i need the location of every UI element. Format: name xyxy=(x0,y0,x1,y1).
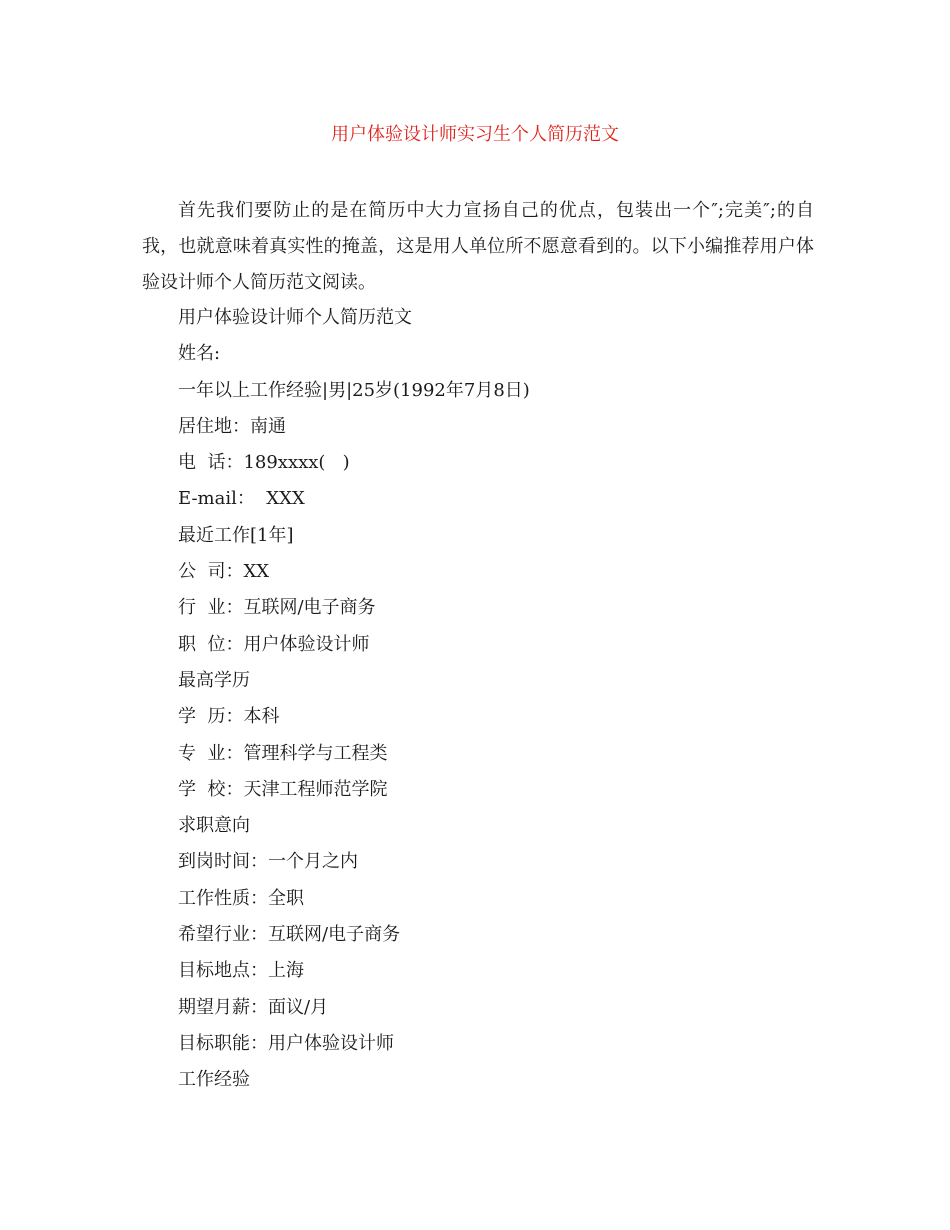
resume-line: 学 校：天津工程师范学院 xyxy=(178,778,388,800)
resume-line: 姓名: xyxy=(178,343,221,365)
resume-line: 职 位：用户体验设计师 xyxy=(178,633,370,655)
resume-line: 最近工作[1年] xyxy=(178,524,294,546)
resume-line: 希望行业：互联网/电子商务 xyxy=(178,924,401,946)
resume-line: 电 话：189xxxx( ) xyxy=(178,452,350,474)
resume-line: 工作性质：全职 xyxy=(178,887,304,909)
resume-line: 用户体验设计师个人简历范文 xyxy=(178,307,412,328)
resume-line: 求职意向 xyxy=(178,815,250,837)
resume-line: 最高学历 xyxy=(178,669,250,691)
resume-line: 专 业：管理科学与工程类 xyxy=(178,742,388,764)
resume-line: 目标地点：上海 xyxy=(178,960,304,982)
resume-line: 目标职能：用户体验设计师 xyxy=(178,1032,394,1054)
resume-line: E-mail： XXX xyxy=(178,488,305,510)
intro-paragraph: 首先我们要防止的是在简历中大力宣扬自己的优点，包装出一个″;完美″;的自我，也就意味着真实性的掩盖，这是用人单位所不愿意看到的。以下小编推荐用户体验设计师个人简历范文阅读。 xyxy=(142,200,814,293)
resume-line: 公 司：XX xyxy=(178,561,270,583)
resume-line: 到岗时间：一个月之内 xyxy=(178,851,358,873)
resume-line: 期望月薪：面议/月 xyxy=(178,996,329,1018)
resume-line: 一年以上工作经验|男|25岁(1992年7月8日) xyxy=(178,379,530,401)
resume-line: 行 业：互联网/电子商务 xyxy=(178,597,376,619)
resume-line: 居住地：南通 xyxy=(178,415,286,437)
document-title: 用户体验设计师实习生个人简历范文 xyxy=(331,124,619,145)
resume-line: 学 历：本科 xyxy=(178,706,280,728)
resume-line: 工作经验 xyxy=(178,1069,250,1091)
resume-lines xyxy=(178,300,530,1099)
